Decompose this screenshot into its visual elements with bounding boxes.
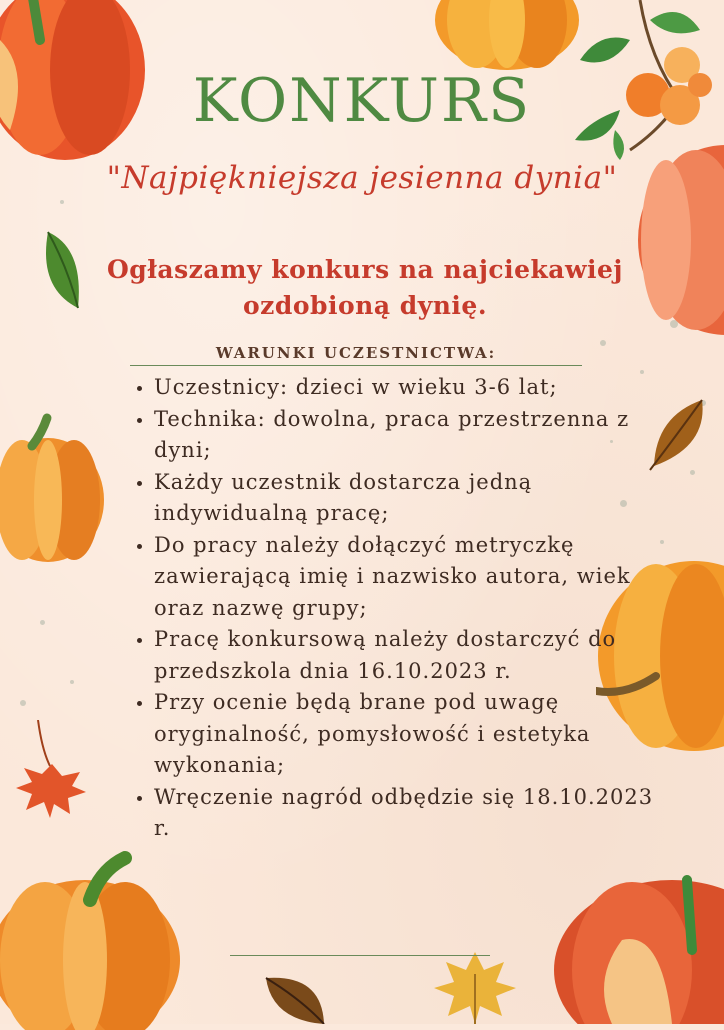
pumpkin-illustration (0, 850, 190, 1030)
list-item: • Każdy uczestnik dostarcza jedną indywidualną pracę; (154, 467, 674, 530)
list-item: • Pracę konkursową należy dostarczyć do przedszkola dnia 16.10.2023 r. (154, 624, 674, 687)
pumpkin-illustration (0, 408, 108, 564)
maple-leaf-illustration (430, 944, 520, 1024)
autumn-leaf-illustration (262, 970, 328, 1024)
conditions-heading: WARUNKI UCZESTNICTWA: (130, 344, 582, 366)
divider-line (230, 955, 490, 956)
conditions-list (130, 372, 674, 845)
pumpkin-illustration (552, 870, 724, 1024)
list-item: • Uczestnicy: dzieci w wieku 3-6 lat; (154, 372, 674, 404)
announcement-text: Ogłaszamy konkurs na najciekawiej ozdobioną dynię. (107, 255, 623, 320)
poster-subtitle: "Najpiękniejsza jesienna dynia" (106, 160, 618, 196)
pumpkin-illustration (432, 0, 582, 75)
list-item: • Do pracy należy dołączyć metryczkę zawierającą imię i nazwisko autora, wiek oraz nazwę grupy; (154, 530, 674, 625)
list-item: • Wręczenie nagród odbędzie się 18.10.2023 r. (154, 782, 674, 845)
list-item: • Technika: dowolna, praca przestrzenna z dyni; (154, 404, 674, 467)
maple-leaf-illustration (14, 720, 90, 820)
list-item: • Przy ocenie będą brane pod uwagę oryginalność, pomysłowość i estetyka wykonania; (154, 687, 674, 782)
poster-title: KONKURS (192, 66, 532, 136)
